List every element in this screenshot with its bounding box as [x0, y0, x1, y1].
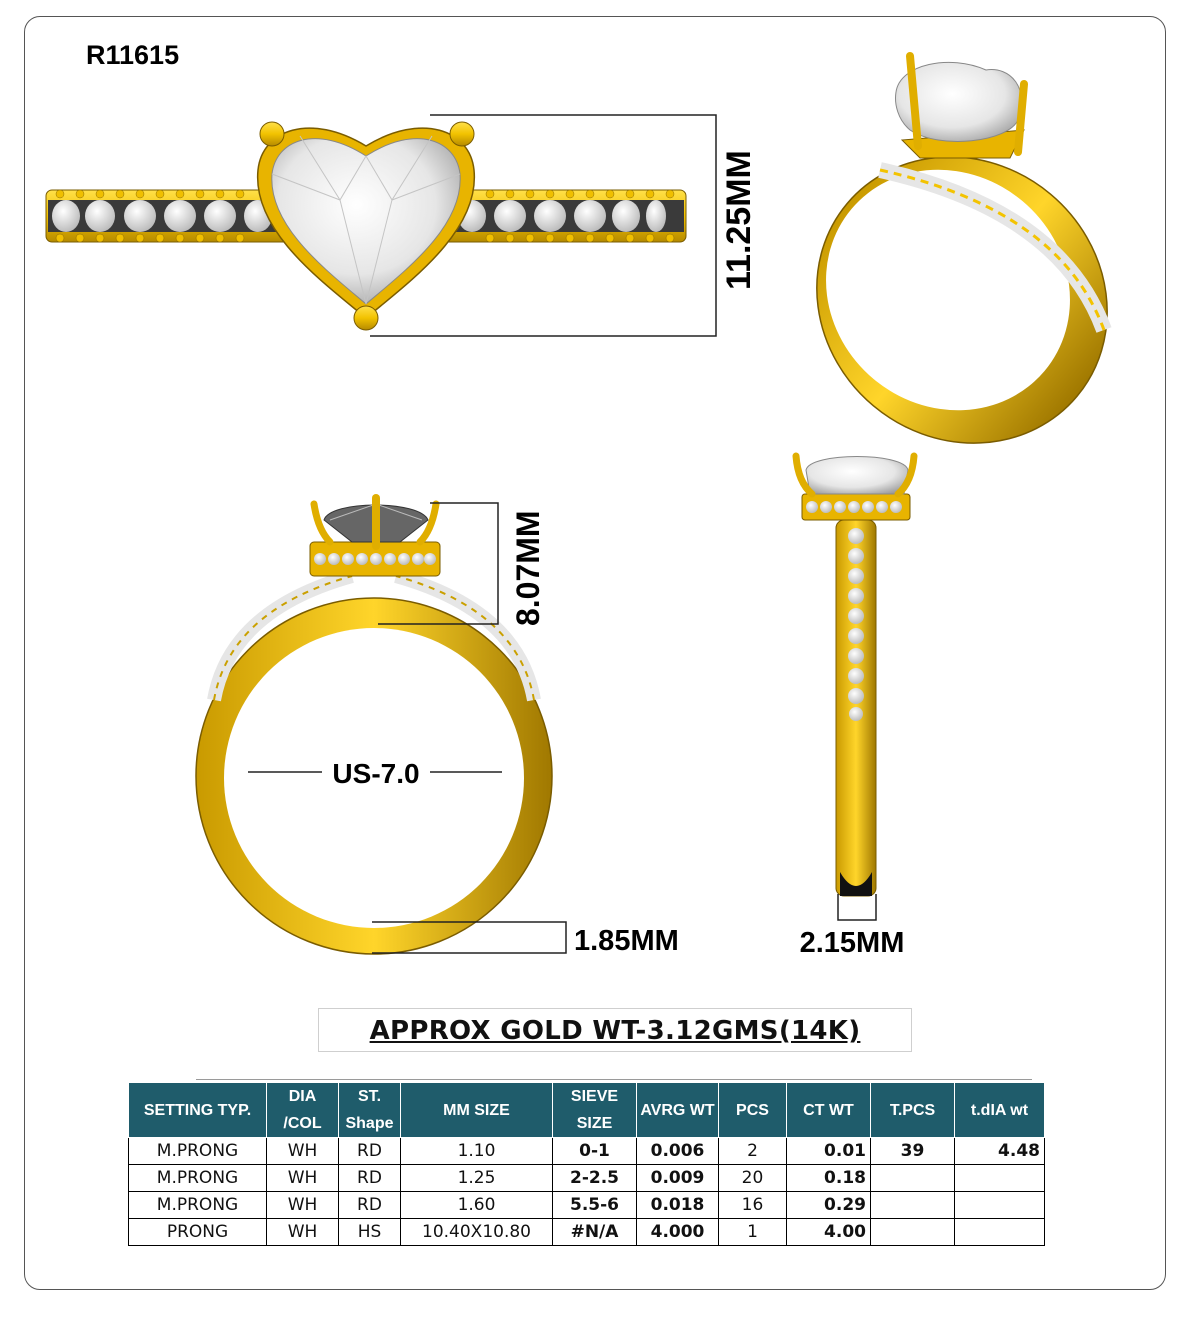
cell-sieve: 2-2.5 [553, 1165, 637, 1192]
top-view-ring [46, 122, 686, 330]
col-header-total-dia-wt: t.dIA wt [955, 1083, 1045, 1138]
cell-total-pcs [871, 1165, 955, 1192]
cell-ct: 0.29 [787, 1192, 871, 1219]
cell-total-dia-wt [955, 1219, 1045, 1246]
model-code: R11615 [86, 40, 180, 70]
cell-shape: RD [339, 1165, 401, 1192]
gold-weight-label: APPROX GOLD WT-3.12GMS(14K) [369, 1016, 861, 1046]
shank-width-label: 2.15MM [799, 927, 905, 959]
table-row [129, 1165, 1045, 1192]
cell-total-dia-wt [955, 1165, 1045, 1192]
col-header-sieve: SIEVE SIZE [553, 1083, 637, 1138]
cell-pcs: 1 [719, 1219, 787, 1246]
cell-avg: 0.006 [637, 1138, 719, 1165]
col-header-shape: ST. Shape [339, 1083, 401, 1138]
cell-sieve: #N/A [553, 1219, 637, 1246]
shank-thickness-label: 1.85MM [574, 925, 679, 957]
cell-color: WH [267, 1165, 339, 1192]
table-row [129, 1219, 1045, 1246]
cell-shape: RD [339, 1138, 401, 1165]
side-view-ring [796, 456, 914, 896]
cell-shape: RD [339, 1192, 401, 1219]
cell-ct: 0.01 [787, 1138, 871, 1165]
cell-pcs: 2 [719, 1138, 787, 1165]
col-header-avg-wt: AVRG WT [637, 1083, 719, 1138]
cell-color: WH [267, 1138, 339, 1165]
cell-setting: PRONG [129, 1219, 267, 1246]
gold-weight-box [318, 1008, 912, 1052]
col-header-setting: SETTING TYP. [129, 1083, 267, 1138]
cell-ct: 4.00 [787, 1219, 871, 1246]
cell-color: WH [267, 1192, 339, 1219]
cell-setting: M.PRONG [129, 1165, 267, 1192]
cell-mm: 1.10 [401, 1138, 553, 1165]
cell-setting: M.PRONG [129, 1192, 267, 1219]
cell-mm: 1.25 [401, 1165, 553, 1192]
cell-ct: 0.18 [787, 1165, 871, 1192]
cell-total-pcs [871, 1192, 955, 1219]
cell-mm: 10.40X10.80 [401, 1219, 553, 1246]
cell-total-pcs [871, 1219, 955, 1246]
table-row [129, 1138, 1045, 1165]
cell-total-dia-wt [955, 1192, 1045, 1219]
col-header-pcs: PCS [719, 1083, 787, 1138]
stone-spec-table [128, 1082, 1045, 1246]
top-height-label: 11.25MM [720, 150, 758, 290]
cell-total-dia-wt: 4.48 [955, 1138, 1045, 1165]
cell-avg: 0.018 [637, 1192, 719, 1219]
cell-shape: HS [339, 1219, 401, 1246]
cell-setting: M.PRONG [129, 1138, 267, 1165]
table-top-rule [196, 1079, 1032, 1080]
table-header-row [129, 1083, 1045, 1138]
perspective-view-ring [758, 56, 1165, 502]
ring-size-label: US-7.0 [332, 758, 420, 789]
col-header-total-pcs: T.PCS [871, 1083, 955, 1138]
col-header-mm-size: MM SIZE [401, 1083, 553, 1138]
table-row [129, 1192, 1045, 1219]
cell-avg: 4.000 [637, 1219, 719, 1246]
col-header-color: DIA /COL [267, 1083, 339, 1138]
cell-mm: 1.60 [401, 1192, 553, 1219]
cell-pcs: 16 [719, 1192, 787, 1219]
cell-avg: 0.009 [637, 1165, 719, 1192]
head-height-label: 8.07MM [510, 510, 546, 626]
cell-pcs: 20 [719, 1165, 787, 1192]
cell-color: WH [267, 1219, 339, 1246]
cell-sieve: 5.5-6 [553, 1192, 637, 1219]
cell-total-pcs: 39 [871, 1138, 955, 1165]
col-header-ct-wt: CT WT [787, 1083, 871, 1138]
cell-sieve: 0-1 [553, 1138, 637, 1165]
shank-width-dimension [800, 894, 905, 959]
